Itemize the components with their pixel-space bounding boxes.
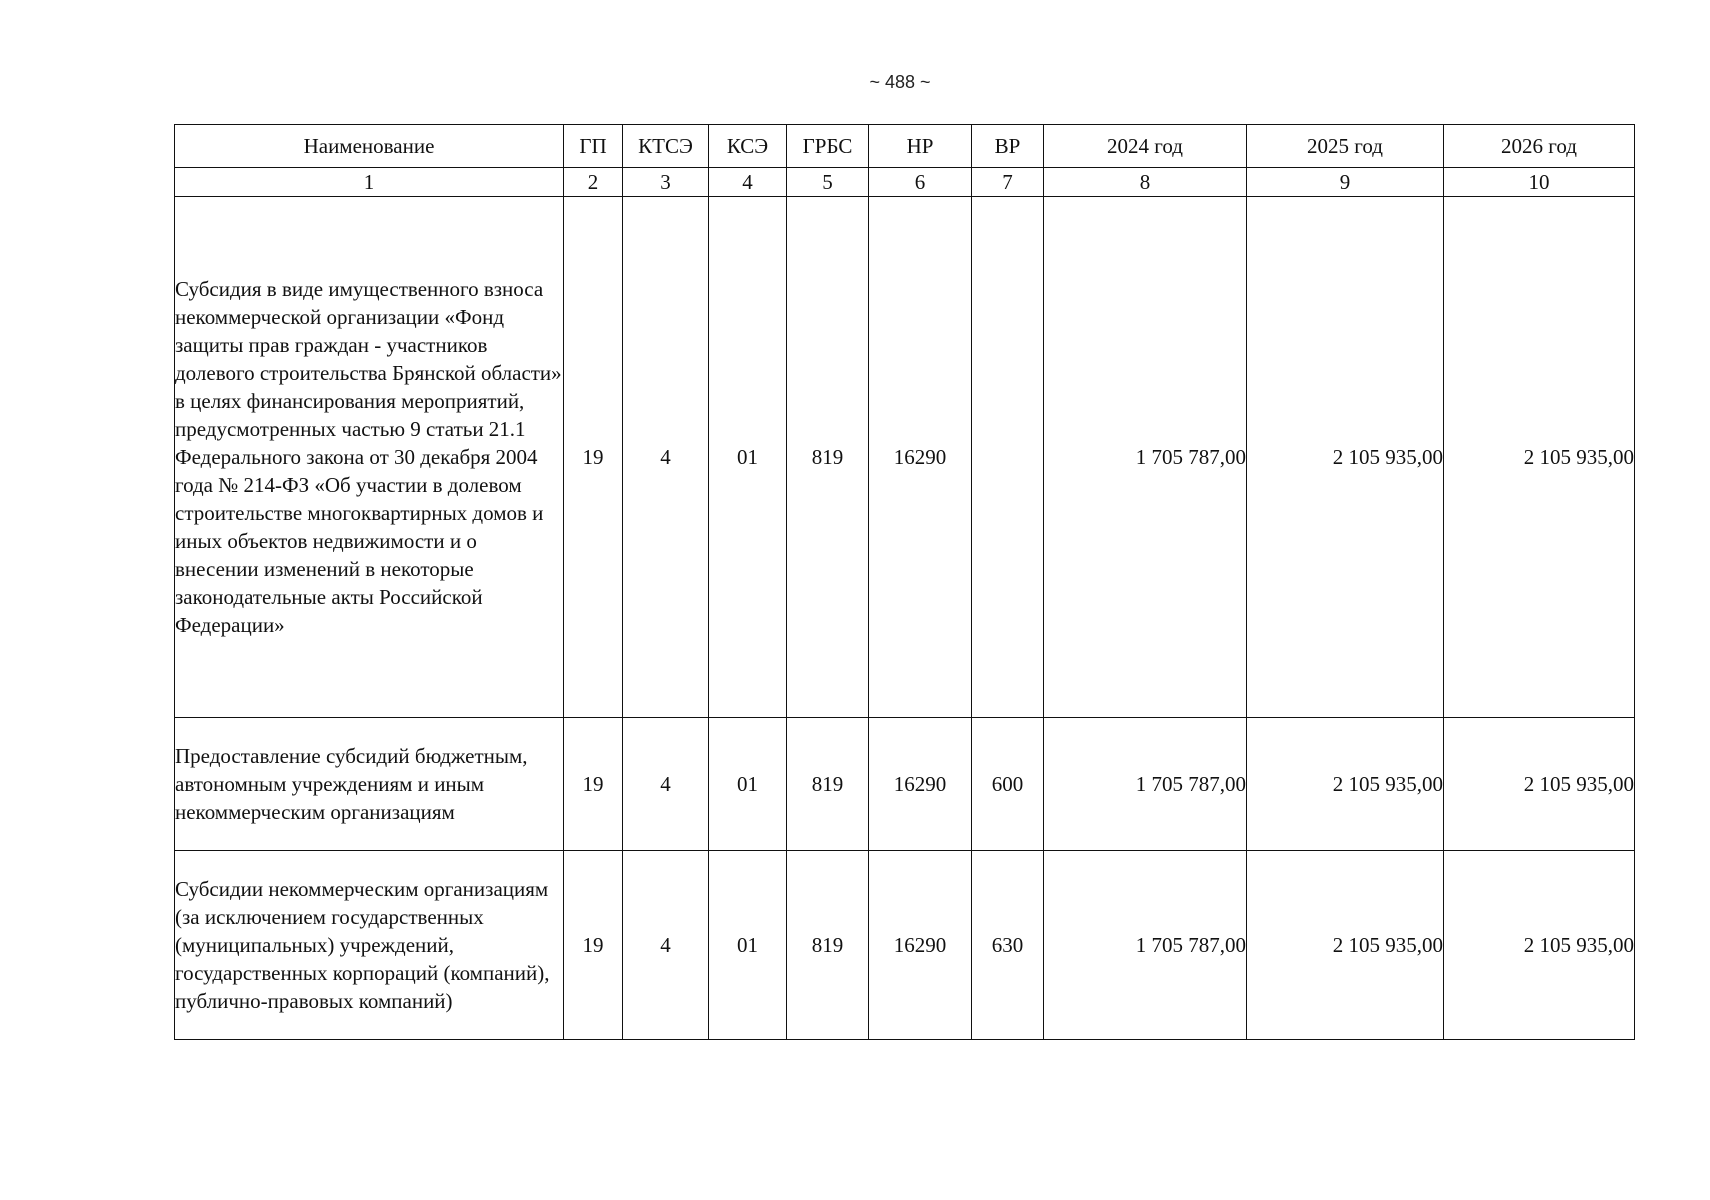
header-2026: 2026 год (1444, 125, 1635, 168)
cell-kse: 01 (709, 197, 787, 718)
header-row (175, 125, 1635, 168)
cell-grbs: 819 (787, 851, 869, 1040)
column-number: 4 (709, 168, 787, 197)
header-vr: ВР (972, 125, 1044, 168)
cell-grbs: 819 (787, 718, 869, 851)
table-row (175, 718, 1635, 851)
cell-kse: 01 (709, 718, 787, 851)
column-number: 6 (869, 168, 972, 197)
cell-gp: 19 (564, 718, 623, 851)
column-number: 2 (564, 168, 623, 197)
cell-vr: 600 (972, 718, 1044, 851)
cell-2026: 2 105 935,00 (1444, 197, 1635, 718)
cell-ktse: 4 (623, 851, 709, 1040)
column-number: 10 (1444, 168, 1635, 197)
table-row (175, 197, 1635, 718)
cell-nr: 16290 (869, 851, 972, 1040)
column-number: 1 (175, 168, 564, 197)
header-grbs: ГРБС (787, 125, 869, 168)
table-row (175, 851, 1635, 1040)
row-name: Предоставление субсидий бюджетным, автономным учреждениям и иным некоммерческим организациям (175, 718, 564, 851)
page-number: ~ 488 ~ (869, 72, 931, 92)
cell-gp: 19 (564, 851, 623, 1040)
column-number: 7 (972, 168, 1044, 197)
cell-2024: 1 705 787,00 (1044, 851, 1247, 1040)
column-number: 5 (787, 168, 869, 197)
cell-gp: 19 (564, 197, 623, 718)
cell-kse: 01 (709, 851, 787, 1040)
cell-2025: 2 105 935,00 (1247, 718, 1444, 851)
cell-2026: 2 105 935,00 (1444, 851, 1635, 1040)
column-number: 3 (623, 168, 709, 197)
budget-table (174, 124, 1635, 1040)
row-name: Субсидии некоммерческим организациям (за исключением государственных (муниципальных) учреждений, государственных корпораций (компаний), публично-правовых компаний) (175, 851, 564, 1040)
header-2024: 2024 год (1044, 125, 1247, 168)
header-ktse: КТСЭ (623, 125, 709, 168)
column-number: 9 (1247, 168, 1444, 197)
cell-ktse: 4 (623, 197, 709, 718)
header-kse: КСЭ (709, 125, 787, 168)
column-number: 8 (1044, 168, 1247, 197)
header-2025: 2025 год (1247, 125, 1444, 168)
header-nr: НР (869, 125, 972, 168)
header-gp: ГП (564, 125, 623, 168)
cell-ktse: 4 (623, 718, 709, 851)
cell-2024: 1 705 787,00 (1044, 718, 1247, 851)
cell-vr: 630 (972, 851, 1044, 1040)
cell-2025: 2 105 935,00 (1247, 851, 1444, 1040)
row-name: Субсидия в виде имущественного взноса некоммерческой организации «Фонд защиты прав граждан - участников долевого строительства Брянской области» в целях финансирования мероприятий, предусмотренных частью 9 статьи 21.1 Федерального закона от 30 декабря 2004 года № 214-ФЗ «Об участии в долевом строительстве многоквартирных домов и иных объектов недвижимости и о внесении изменений в некоторые законодательные акты Российской Федерации» (175, 197, 564, 718)
cell-vr (972, 197, 1044, 718)
cell-2025: 2 105 935,00 (1247, 197, 1444, 718)
cell-nr: 16290 (869, 718, 972, 851)
column-number-row (175, 168, 1635, 197)
header-name: Наименование (175, 125, 564, 168)
cell-grbs: 819 (787, 197, 869, 718)
cell-nr: 16290 (869, 197, 972, 718)
cell-2026: 2 105 935,00 (1444, 718, 1635, 851)
cell-2024: 1 705 787,00 (1044, 197, 1247, 718)
